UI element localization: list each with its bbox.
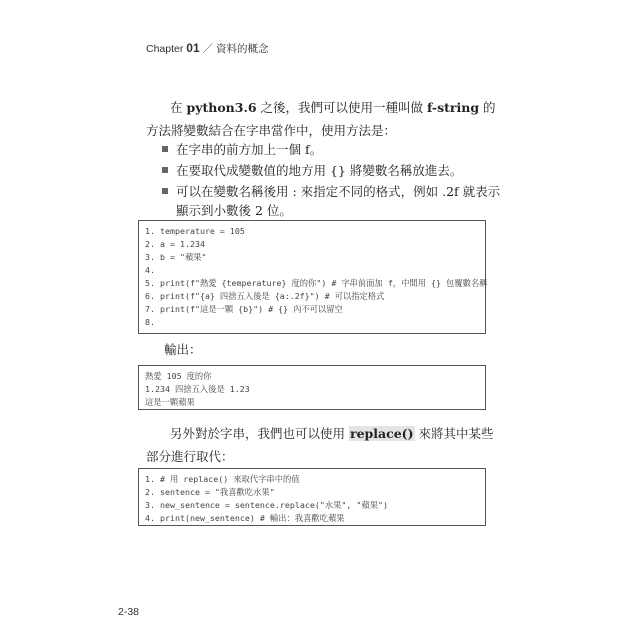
output-line: 熱愛 105 度的你 (145, 371, 212, 381)
code-line: 1. temperature = 105 (145, 226, 245, 236)
code-line: 5. print(f"熱愛 {temperature} 度的你") # 字串前面加 f，中間用 {} 包覆數名稱 (145, 278, 488, 288)
chapter-number: 01 (186, 41, 200, 55)
output-line: 1.234 四捨五入後是 1.23 (145, 384, 250, 394)
bullet-text: 可以在變數名稱後用 : 來指定不同的格式，例如 .2f 就表示顯示到小數後 2 位。 (176, 184, 501, 218)
code-line: 8. (145, 317, 155, 327)
square-bullet-icon (162, 167, 168, 173)
output-label: 輸出： (164, 342, 202, 357)
header-separator: ／ (199, 43, 216, 55)
bullet-text: 在要取代成變數值的地方用 {} 將變數名稱放進去。 (176, 163, 463, 178)
output-block (138, 365, 486, 410)
code-block-replace (138, 468, 486, 526)
bullet-text: 在字串的前方加上一個 f。 (176, 142, 323, 157)
replace-method: replace() (349, 426, 414, 441)
code-line: 4. print(new_sentence) # 輸出：我喜歡吃蘋果 (145, 513, 345, 523)
chapter-title: 資料的概念 (215, 43, 269, 55)
bullet-item (162, 182, 502, 220)
intro-term: f-string (426, 100, 480, 115)
running-header (146, 41, 268, 56)
intro-version: python3.6 (186, 100, 257, 115)
replace-text-1: 另外對於字串，我們也可以使用 (170, 426, 349, 441)
chapter-word: Chapter (146, 43, 187, 55)
code-line: 6. print(f"{a} 四捨五入後是 {a:.2f}") # 可以指定格式 (145, 291, 385, 301)
output-line: 這是一顆蘋果 (145, 397, 195, 407)
intro-paragraph (146, 96, 502, 142)
replace-paragraph (146, 422, 502, 468)
square-bullet-icon (162, 188, 168, 194)
intro-text-2: 之後，我們可以使用一種叫做 (256, 100, 427, 115)
code-line: 3. new_sentence = sentence.replace("水果", "蘋果") (145, 500, 388, 510)
code-line: 1. # 用 replace() 來取代字串中的值 (145, 474, 300, 484)
bullet-item (162, 140, 502, 159)
intro-text-3: 的方法將變數結合在字串當作中，使用方法是： (146, 100, 496, 138)
code-line: 7. print(f"這是一顆 {b}") # {} 內不可以留空 (145, 304, 343, 314)
code-line: 2. a = 1.234 (145, 239, 205, 249)
intro-text-1: 在 (170, 100, 187, 115)
page-number: 2-38 (118, 606, 140, 618)
code-block-fstring (138, 220, 486, 334)
square-bullet-icon (162, 146, 168, 152)
replace-text-2: 來將其中某些部分進行取代： (146, 426, 494, 464)
code-line: 4. (145, 265, 155, 275)
bullet-list (162, 140, 502, 222)
bullet-item (162, 161, 502, 180)
code-line: 2. sentence = "我喜歡吃水果" (145, 487, 275, 497)
code-line: 3. b = "蘋果" (145, 252, 207, 262)
